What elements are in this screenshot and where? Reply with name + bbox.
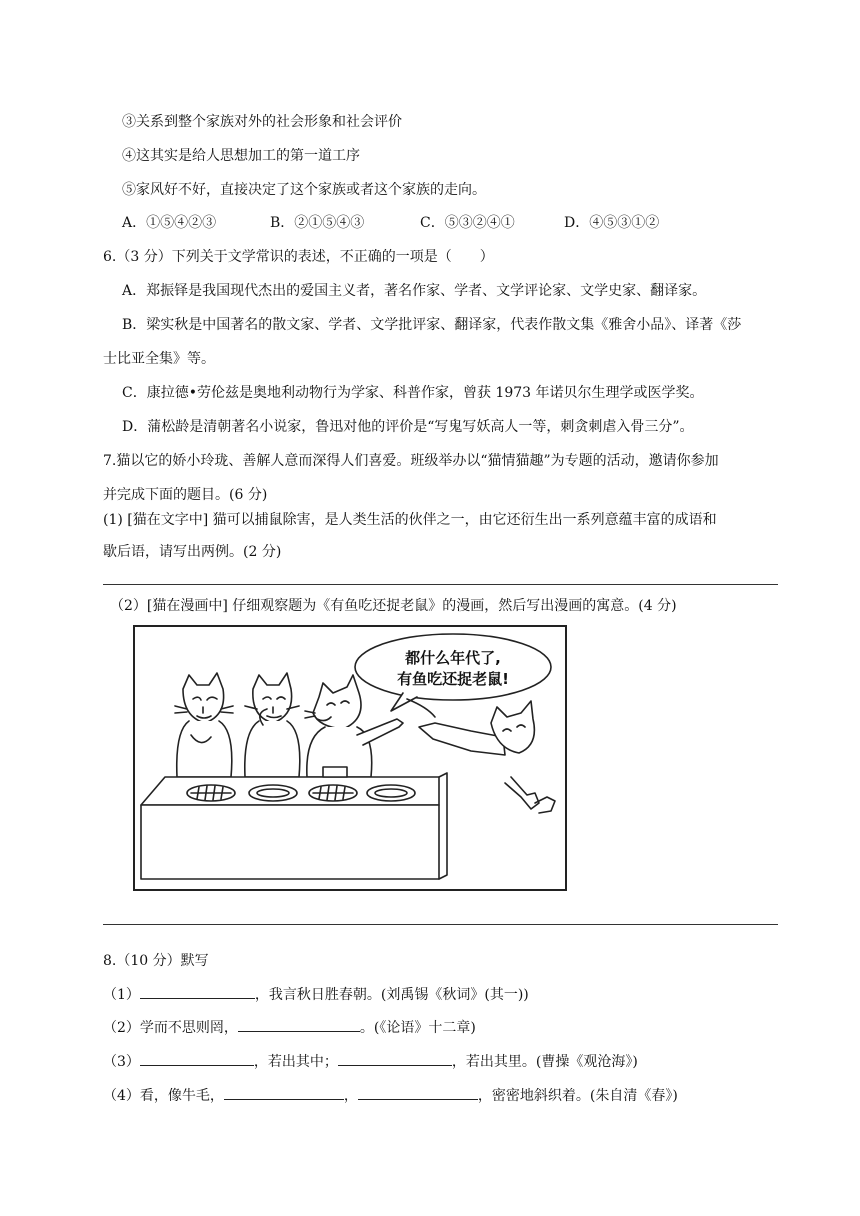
q8-line-4-suffix: ，密密地斜织着。(朱自清《春》) [477,1088,678,1104]
q6-option-c: C．康拉德•劳伦兹是奥地利动物行为学家、科普作家，曾获 1973 年诺贝尔生理学或医学奖。 [122,385,704,401]
q6-option-b-cont: 士比亚全集》等。 [103,351,215,367]
q8-line-4 [103,1085,678,1106]
answer-line-2 [103,924,778,925]
q8-line-4-mid: ， [343,1088,358,1104]
q8-line-2 [103,1017,476,1038]
q8-line-3-mid: ，若出其中； [253,1054,338,1070]
q8-line-1-prefix: （1） [103,987,140,1003]
q8-line-1-suffix: ，我言秋日胜春朝。(刘禹锡《秋词》(其一)) [254,987,529,1003]
q5-item-3: ③关系到整个家族对外的社会形象和社会评价 [122,114,402,130]
q8-answer-blank-5[interactable] [224,1085,344,1100]
q8-line-2-suffix: 。(《论语》十二章) [359,1020,476,1036]
q5-option-b: B．②①⑤④③ [270,215,365,231]
q6-stem: 6.（3 分）下列关于文学常识的表述，不正确的一项是（ ） [103,249,494,265]
q5-option-c: C．⑤③②④① [420,215,515,231]
cat-1 [175,673,233,777]
cat-cartoon [133,625,567,891]
q8-answer-blank-6[interactable] [358,1085,478,1100]
q8-line-3-prefix: （3） [103,1054,140,1070]
q5-option-a: A．①⑤④②③ [122,215,217,231]
q6-option-b: B．梁实秋是中国著名的散文家、学者、文学批评家、翻译家，代表作散文集《雅舍小品》、译著《莎 [122,317,742,333]
speech-bubble [355,634,551,711]
q7-part2: （2）[猫在漫画中] 仔细观察题为《有鱼吃还捉老鼠》的漫画，然后写出漫画的寓意。(4 分) [110,598,677,614]
q8-answer-blank-3[interactable] [140,1051,254,1066]
answer-line-1 [103,584,778,585]
svg-text:都什么年代了,: 都什么年代了, [405,649,501,667]
q8-stem: 8.（10 分）默写 [103,953,209,969]
q7-stem-cont: 并完成下面的题目。(6 分) [103,487,268,503]
q7-stem: 7.猫以它的娇小玲珑、善解人意而深得人们喜爱。班级举办以“猫情猫趣”为专题的活动，邀请你参加 [103,453,719,469]
q5-item-5: ⑤家风好不好，直接决定了这个家族或者这个家族的走向。 [122,182,486,198]
q8-line-4-prefix: （4）看，像牛毛， [103,1088,224,1104]
q5-item-4: ④这其实是给人思想加工的第一道工序 [122,148,360,164]
q8-answer-blank-4[interactable] [338,1051,452,1066]
q6-option-d: D．蒲松龄是清朝著名小说家，鲁迅对他的评价是“写鬼写妖高人一等，刺贪刺虐入骨三分”。 [122,419,694,435]
q8-line-3-suffix: ，若出其里。(曹操《观沧海》) [451,1054,638,1070]
q6-option-a: A．郑振铎是我国现代杰出的爱国主义者，著名作家、学者、文学评论家、文学史家、翻译家。 [122,283,707,299]
q7-part1: (1) [猫在文字中] 猫可以捕鼠除害，是人类生活的伙伴之一，由它还衍生出一系列意蕴丰富的成语和 [103,512,717,528]
cat-2 [245,673,300,777]
fish-table [141,767,447,879]
q8-line-3 [103,1051,638,1072]
q7-part1-cont: 歇后语，请写出两例。(2 分) [103,544,282,560]
q8-answer-blank-2[interactable] [238,1017,360,1032]
q8-line-1 [103,984,529,1005]
q8-answer-blank-1[interactable] [140,984,255,999]
q5-option-d: D．④⑤③①② [564,215,660,231]
q8-line-2-prefix: （2）学而不思则罔， [103,1020,238,1036]
q5-options [122,213,659,233]
svg-text:有鱼吃还捉老鼠!: 有鱼吃还捉老鼠! [397,670,509,688]
